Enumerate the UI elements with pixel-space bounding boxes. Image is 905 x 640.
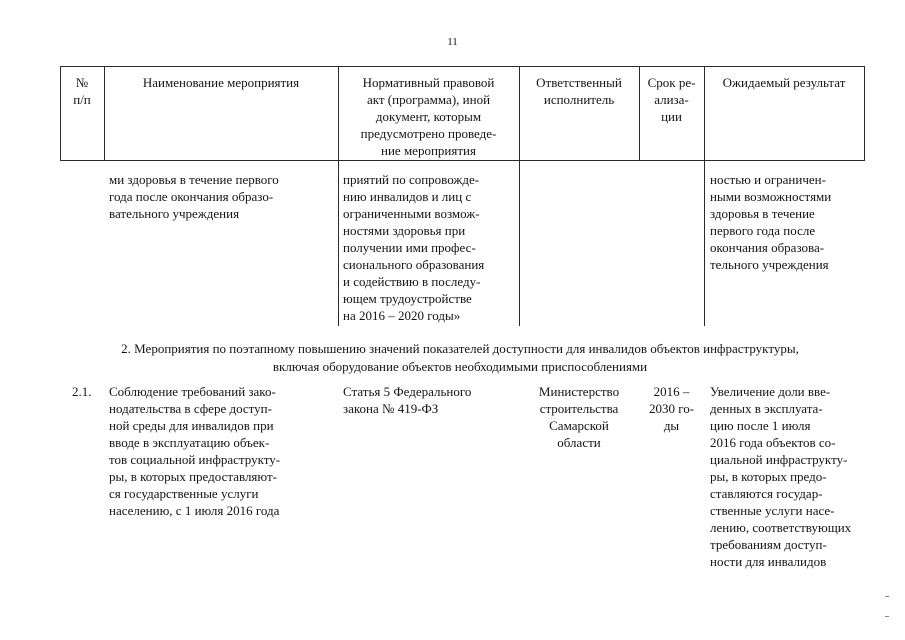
scan-edge-mark [885,616,889,617]
row-2-1-responsible: Министерство строительства Самарской области [538,384,620,450]
page-number: 11 [447,36,458,48]
continuation-normative: приятий по сопровожде- нию инвалидов и лиц с ограниченными возмож- ностями здоровья при получении ими профес- сионального образования и содействию в последу- ющем трудоустройстве на 2016 – 2020 годы» [343,172,485,323]
row-2-1-normative: Статья 5 Федерального закона № 419-ФЗ [343,384,472,416]
header-num: № п/п [73,75,91,107]
table-header-bottom-border [60,160,865,161]
header-responsible: Ответственный исполнитель [536,75,622,107]
row-2-1-num: 2.1. [72,384,92,399]
header-normative: Нормативный правовой акт (программа), иной документ, которым предусмотрено проведе- ние мероприятия [360,75,497,158]
header-result: Ожидаемый результат [722,75,846,90]
table-right-border [864,66,865,161]
row-2-1-term: 2016 – 2030 го- ды [648,384,695,433]
row-2-1-name: Соблюдение требований зако- нодательства в сфере доступ- ной среды для инвалидов при вводе в эксплуатацию объек- тов социальной инфраструкту- ры, в которых предоставляют- ся государственные услуги населению, с 1 июля 2016 года [109,384,281,518]
row-2-1-result: Увеличение доли вве- денных в эксплуата- цию после 1 июля 2016 года объектов со- циальной инфраструкту- ры, в которых предо- ставляются государ- ственные услуги насе- лению, соответствующих требованиям доступ- ности для инвалидов [710,384,852,569]
header-term: Срок ре- ализа- ции [647,75,696,124]
scan-edge-mark [885,596,889,597]
continuation-name: ми здоровья в течение первого года после окончания образо- вательного учреждения [109,172,279,221]
column-divider [704,66,705,326]
table-top-border [60,66,865,67]
header-name: Наименование мероприятия [142,75,300,90]
continuation-result: ностью и ограничен- ными возможностями здоровья в течение первого года после окончания образова- тельного учреждения [710,172,832,272]
section-heading: 2. Мероприятия по поэтапному повышению значений показателей доступности для инвалидов объектов инфраструктуры, включая оборудование объектов необходимыми приспособлениями [121,341,799,374]
